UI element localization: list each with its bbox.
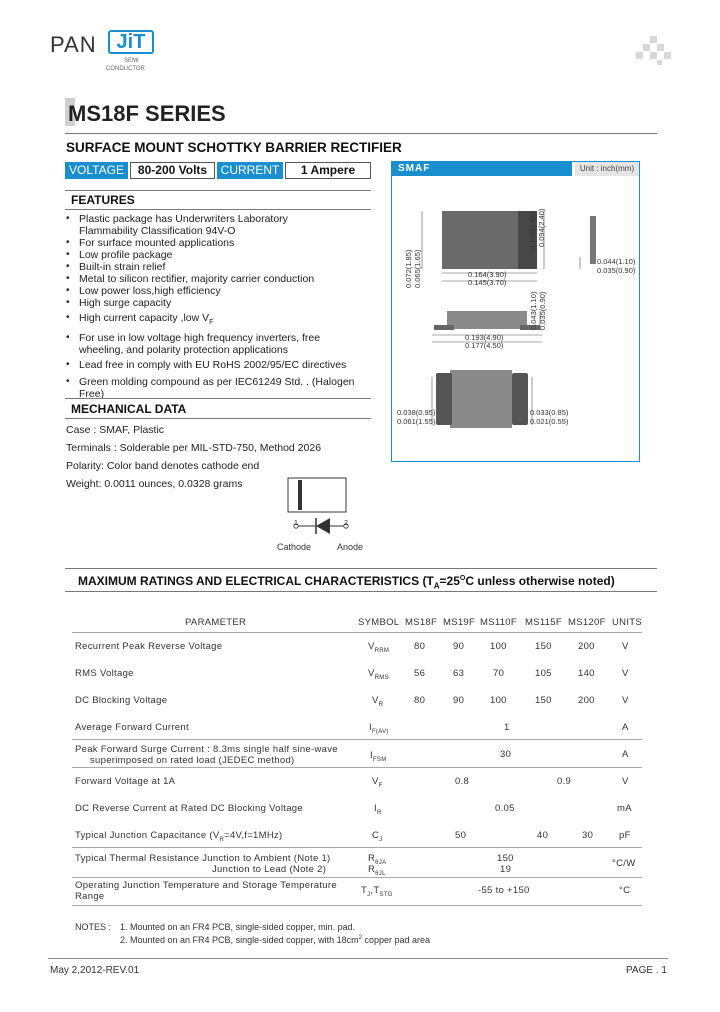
row-value-ms18f-ms110f: 50 xyxy=(455,830,467,841)
row-symbol-main: T xyxy=(361,885,368,896)
logo-subtext-semi: SEMI xyxy=(124,58,139,64)
row-param-line2: Range xyxy=(75,891,105,902)
row-symbol-main: I xyxy=(374,803,377,814)
row-value-ms115f: 40 xyxy=(537,830,549,841)
row-value-all: -55 to +150 xyxy=(478,885,530,896)
row-symbol-2 xyxy=(368,864,386,877)
row-symbol-sub: R xyxy=(378,701,384,708)
row-value-ms19f: 90 xyxy=(453,641,465,652)
row-value-ms120f: 200 xyxy=(578,695,595,706)
row-symbol-sub: RMS xyxy=(374,674,389,681)
dim-thick-min: 0.035(0.90) xyxy=(538,291,547,330)
ratings-heading-mid: =25 xyxy=(439,574,460,588)
package-front-view xyxy=(447,311,527,329)
row-value-all: 0.05 xyxy=(495,803,515,814)
col-parameter: PARAMETER xyxy=(185,617,247,628)
row-symbol-sub: θJL xyxy=(375,870,386,877)
row-value-jl: 19 xyxy=(500,864,512,875)
row-value-all: 30 xyxy=(500,749,512,760)
row-unit: V xyxy=(622,695,629,706)
col-ms120f: MS120F xyxy=(568,617,606,628)
mechanical-line: Weight: 0.0011 ounces, 0.0328 grams xyxy=(66,478,243,490)
row-symbol-sub: θJA xyxy=(375,859,387,866)
row-param: Average Forward Current xyxy=(75,722,189,733)
row-param: Peak Forward Surge Current : 8.3ms single half sine-wave xyxy=(75,744,338,755)
row-symbol-main: V xyxy=(368,668,375,679)
current-label: CURRENT xyxy=(217,162,283,179)
feature-item: • For use in low voltage high frequency inverters, free wheeling, and polarity protection applications xyxy=(66,332,356,356)
dim-pad2-max: 0.033(0.85) xyxy=(530,408,569,417)
feature-item: • Metal to silicon rectifier, majority carrier conduction xyxy=(66,273,376,285)
row-symbol xyxy=(361,885,393,898)
note-2-sup: 2 xyxy=(358,935,362,941)
row-symbol-main: R xyxy=(368,853,376,864)
footer-page: PAGE . 1 xyxy=(626,965,667,976)
mechanical-line: Terminals : Solderable per MIL-STD-750, Method 2026 xyxy=(66,442,322,454)
row-symbol-main: R xyxy=(368,864,376,875)
row-symbol-sub: RRM xyxy=(374,647,390,654)
feature-item: • For surface mounted applications xyxy=(66,237,376,249)
row-param-line2: superimposed on rated load (JEDEC method) xyxy=(90,755,295,766)
mechanical-line: Polarity: Color band denotes cathode end xyxy=(66,460,260,472)
row-symbol-tail-sub: STG xyxy=(379,891,393,898)
mechanical-line: Case : SMAF, Plastic xyxy=(66,424,165,436)
dim-height-max: 0.072(1.85) xyxy=(404,249,413,288)
ratings-heading-sub: A xyxy=(433,581,440,591)
row-param: DC Blocking Voltage xyxy=(75,695,168,706)
dim-thick-max: 0.043(1.10) xyxy=(529,291,538,330)
page-subtitle: SURFACE MOUNT SCHOTTKY BARRIER RECTIFIER xyxy=(66,140,402,155)
col-ms115f: MS115F xyxy=(525,617,562,628)
row-value-ja: 150 xyxy=(497,853,514,864)
dim-width-max: 0.102(2.60) xyxy=(528,211,537,250)
row-value-ms19f: 90 xyxy=(453,695,465,706)
feature-vf-sub: F xyxy=(209,319,214,327)
row-symbol-main: I xyxy=(370,750,373,761)
note-2-tail: copper pad area xyxy=(361,935,431,945)
table-rule xyxy=(72,847,642,848)
row-symbol-sub: R xyxy=(376,809,382,816)
feature-item-text: High current capacity ,low V xyxy=(79,312,210,324)
row-value-ms18f: 80 xyxy=(414,641,426,652)
row-symbol-main: V xyxy=(372,695,379,706)
table-rule xyxy=(72,877,642,878)
row-unit: V xyxy=(622,668,629,679)
note-1: 1. Mounted on an FR4 PCB, single-sided copper, min. pad. xyxy=(120,922,356,932)
feature-item: • High surge capacity xyxy=(66,297,376,309)
notes-label: NOTES : xyxy=(75,922,112,932)
diode-symbol-icon xyxy=(316,518,330,534)
col-units: UNITS xyxy=(612,617,642,628)
row-value-ms110f: 100 xyxy=(490,695,507,706)
col-ms18f: MS18F xyxy=(405,617,438,628)
dim-lead-max: 0.044(1.10) xyxy=(597,257,636,266)
row-symbol xyxy=(372,695,383,708)
feature-item: • Lead free in comply with EU RoHS 2002/95/EC directives xyxy=(66,359,376,371)
ratings-heading-sup: O xyxy=(459,575,466,582)
title-divider xyxy=(65,133,657,134)
dim-length-max: 0.164(3.90) xyxy=(468,270,507,279)
table-rule xyxy=(72,739,642,740)
footer-divider xyxy=(48,958,668,959)
note-2-text: 2. Mounted on an FR4 PCB, single-sided copper, with 18cm xyxy=(120,935,359,945)
logo-text-jit: JiT xyxy=(108,30,154,54)
feature-item: • Plastic package has Underwriters Laboratory Flammability Classification 94V-O xyxy=(66,213,336,237)
row-symbol xyxy=(372,830,382,843)
features-header xyxy=(65,190,371,210)
row-param: Recurrent Peak Reverse Voltage xyxy=(75,641,223,652)
row-symbol xyxy=(370,750,387,763)
dim-lead-min: 0.035(0.90) xyxy=(597,266,636,275)
table-rule xyxy=(72,905,642,906)
row-symbol-sub: J xyxy=(367,891,371,898)
row-symbol-main: V xyxy=(372,776,379,787)
row-value-ms19f: 63 xyxy=(453,668,465,679)
row-unit: °C xyxy=(619,885,631,896)
package-bottom-view xyxy=(450,370,512,428)
row-param xyxy=(75,830,283,843)
current-value: 1 Ampere xyxy=(285,162,371,179)
row-param: Operating Junction Temperature and Storage Temperature xyxy=(75,880,337,891)
feature-item: • Green molding compound as per IEC61249 Std. . (Halogen Free) xyxy=(66,376,376,400)
row-unit: V xyxy=(622,776,629,787)
row-symbol-sub: FSM xyxy=(372,756,387,763)
table-rule xyxy=(72,632,642,633)
feature-item: • Built-in strain relief xyxy=(66,261,376,273)
row-value-ms110f-ms120f: 0.9 xyxy=(557,776,572,787)
col-symbol: SYMBOL xyxy=(358,617,400,628)
row-value-ms115f: 150 xyxy=(535,641,552,652)
row-unit: A xyxy=(622,722,629,733)
row-symbol-sub: J xyxy=(379,836,383,843)
ratings-heading-post: C unless otherwise noted) xyxy=(465,574,615,588)
row-symbol xyxy=(374,803,382,816)
row-param-line2: Junction to Lead (Note 2) xyxy=(212,864,327,875)
row-value-ms120f: 200 xyxy=(578,641,595,652)
row-value-ms115f: 150 xyxy=(535,695,552,706)
row-unit: mA xyxy=(617,803,632,814)
dim-pad2-min: 0.021(0.55) xyxy=(530,417,569,426)
row-symbol-main: I xyxy=(369,722,372,733)
row-unit: A xyxy=(622,749,629,760)
row-symbol-sub: F xyxy=(378,782,383,789)
col-ms19f: MS19F xyxy=(443,617,476,628)
dim-pad-max: 0.038(0.95) xyxy=(397,408,436,417)
footer-date: May 2,2012-REV.01 xyxy=(50,965,140,976)
cathode-label: Cathode xyxy=(277,542,312,552)
mechanical-heading: MECHANICAL DATA xyxy=(71,402,187,416)
row-unit: pF xyxy=(619,830,631,841)
dim-overall-min: 0.177(4.50) xyxy=(465,341,504,350)
row-symbol-tail: ,T xyxy=(370,885,380,896)
package-side-view xyxy=(590,216,596,264)
row-param: RMS Voltage xyxy=(75,668,134,679)
decorative-squares-icon xyxy=(636,36,672,66)
feature-item: • Low profile package xyxy=(66,249,376,261)
anode-label: Anode xyxy=(337,542,364,552)
row-param-sub: R xyxy=(219,836,225,843)
row-symbol xyxy=(369,722,389,735)
features-heading: FEATURES xyxy=(71,193,135,207)
page-title: MS18F SERIES xyxy=(68,101,226,126)
dim-pad-min: 0.061(1.55) xyxy=(397,417,436,426)
row-param-main: Typical Junction Capacitance (V xyxy=(75,830,220,841)
row-symbol-sub: F(AV) xyxy=(371,728,389,735)
row-symbol-main: V xyxy=(368,641,375,652)
logo-text-pan: PAN xyxy=(50,32,97,57)
mechanical-header xyxy=(65,398,371,419)
col-ms110f: MS110F xyxy=(480,617,517,628)
row-symbol xyxy=(372,776,383,789)
row-symbol xyxy=(368,641,389,654)
row-symbol xyxy=(368,668,389,681)
row-value-ms18f: 56 xyxy=(414,668,426,679)
row-value-ms120f: 140 xyxy=(578,668,595,679)
row-param: Typical Thermal Resistance Junction to Ambient (Note 1) xyxy=(75,853,331,864)
pin-1-label: 1 xyxy=(294,520,298,527)
row-value-all: 1 xyxy=(504,722,510,733)
note-2 xyxy=(120,935,430,945)
row-unit: V xyxy=(622,641,629,652)
feature-item: • Low power loss,high efficiency xyxy=(66,285,376,297)
row-param: Forward Voltage at 1A xyxy=(75,776,176,787)
pin-2-label: 2 xyxy=(344,520,348,527)
ratings-heading xyxy=(78,574,615,590)
row-value-ms115f: 105 xyxy=(535,668,552,679)
dim-length-min: 0.145(3.70) xyxy=(468,278,507,287)
row-value-ms110f: 100 xyxy=(490,641,507,652)
row-value-ms120f: 30 xyxy=(582,830,594,841)
dim-height-min: 0.065(1.65) xyxy=(413,249,422,288)
row-param-tail: =4V,f=1MHz) xyxy=(224,830,283,841)
row-symbol-main: C xyxy=(372,830,380,841)
package-unit: Unit : inch(mm) xyxy=(575,162,639,176)
row-value-ms18f-ms19f: 0.8 xyxy=(455,776,470,787)
features-list xyxy=(66,213,376,400)
voltage-value: 80-200 Volts xyxy=(130,162,215,179)
table-rule xyxy=(72,767,642,768)
row-unit: °C/W xyxy=(612,858,636,869)
logo-subtext-conductor: CONDUCTOR xyxy=(106,66,145,72)
package-name: SMAF xyxy=(392,162,572,176)
dim-overall-max: 0.193(4.90) xyxy=(465,333,504,342)
row-param: DC Reverse Current at Rated DC Blocking Voltage xyxy=(75,803,303,814)
feature-item xyxy=(66,312,376,329)
row-value-ms110f: 70 xyxy=(493,668,505,679)
ratings-heading-pre: MAXIMUM RATINGS AND ELECTRICAL CHARACTERISTICS (T xyxy=(78,574,434,588)
dim-width-min: 0.094(2.40) xyxy=(537,208,546,247)
voltage-label: VOLTAGE xyxy=(65,162,128,179)
row-value-ms18f: 80 xyxy=(414,695,426,706)
